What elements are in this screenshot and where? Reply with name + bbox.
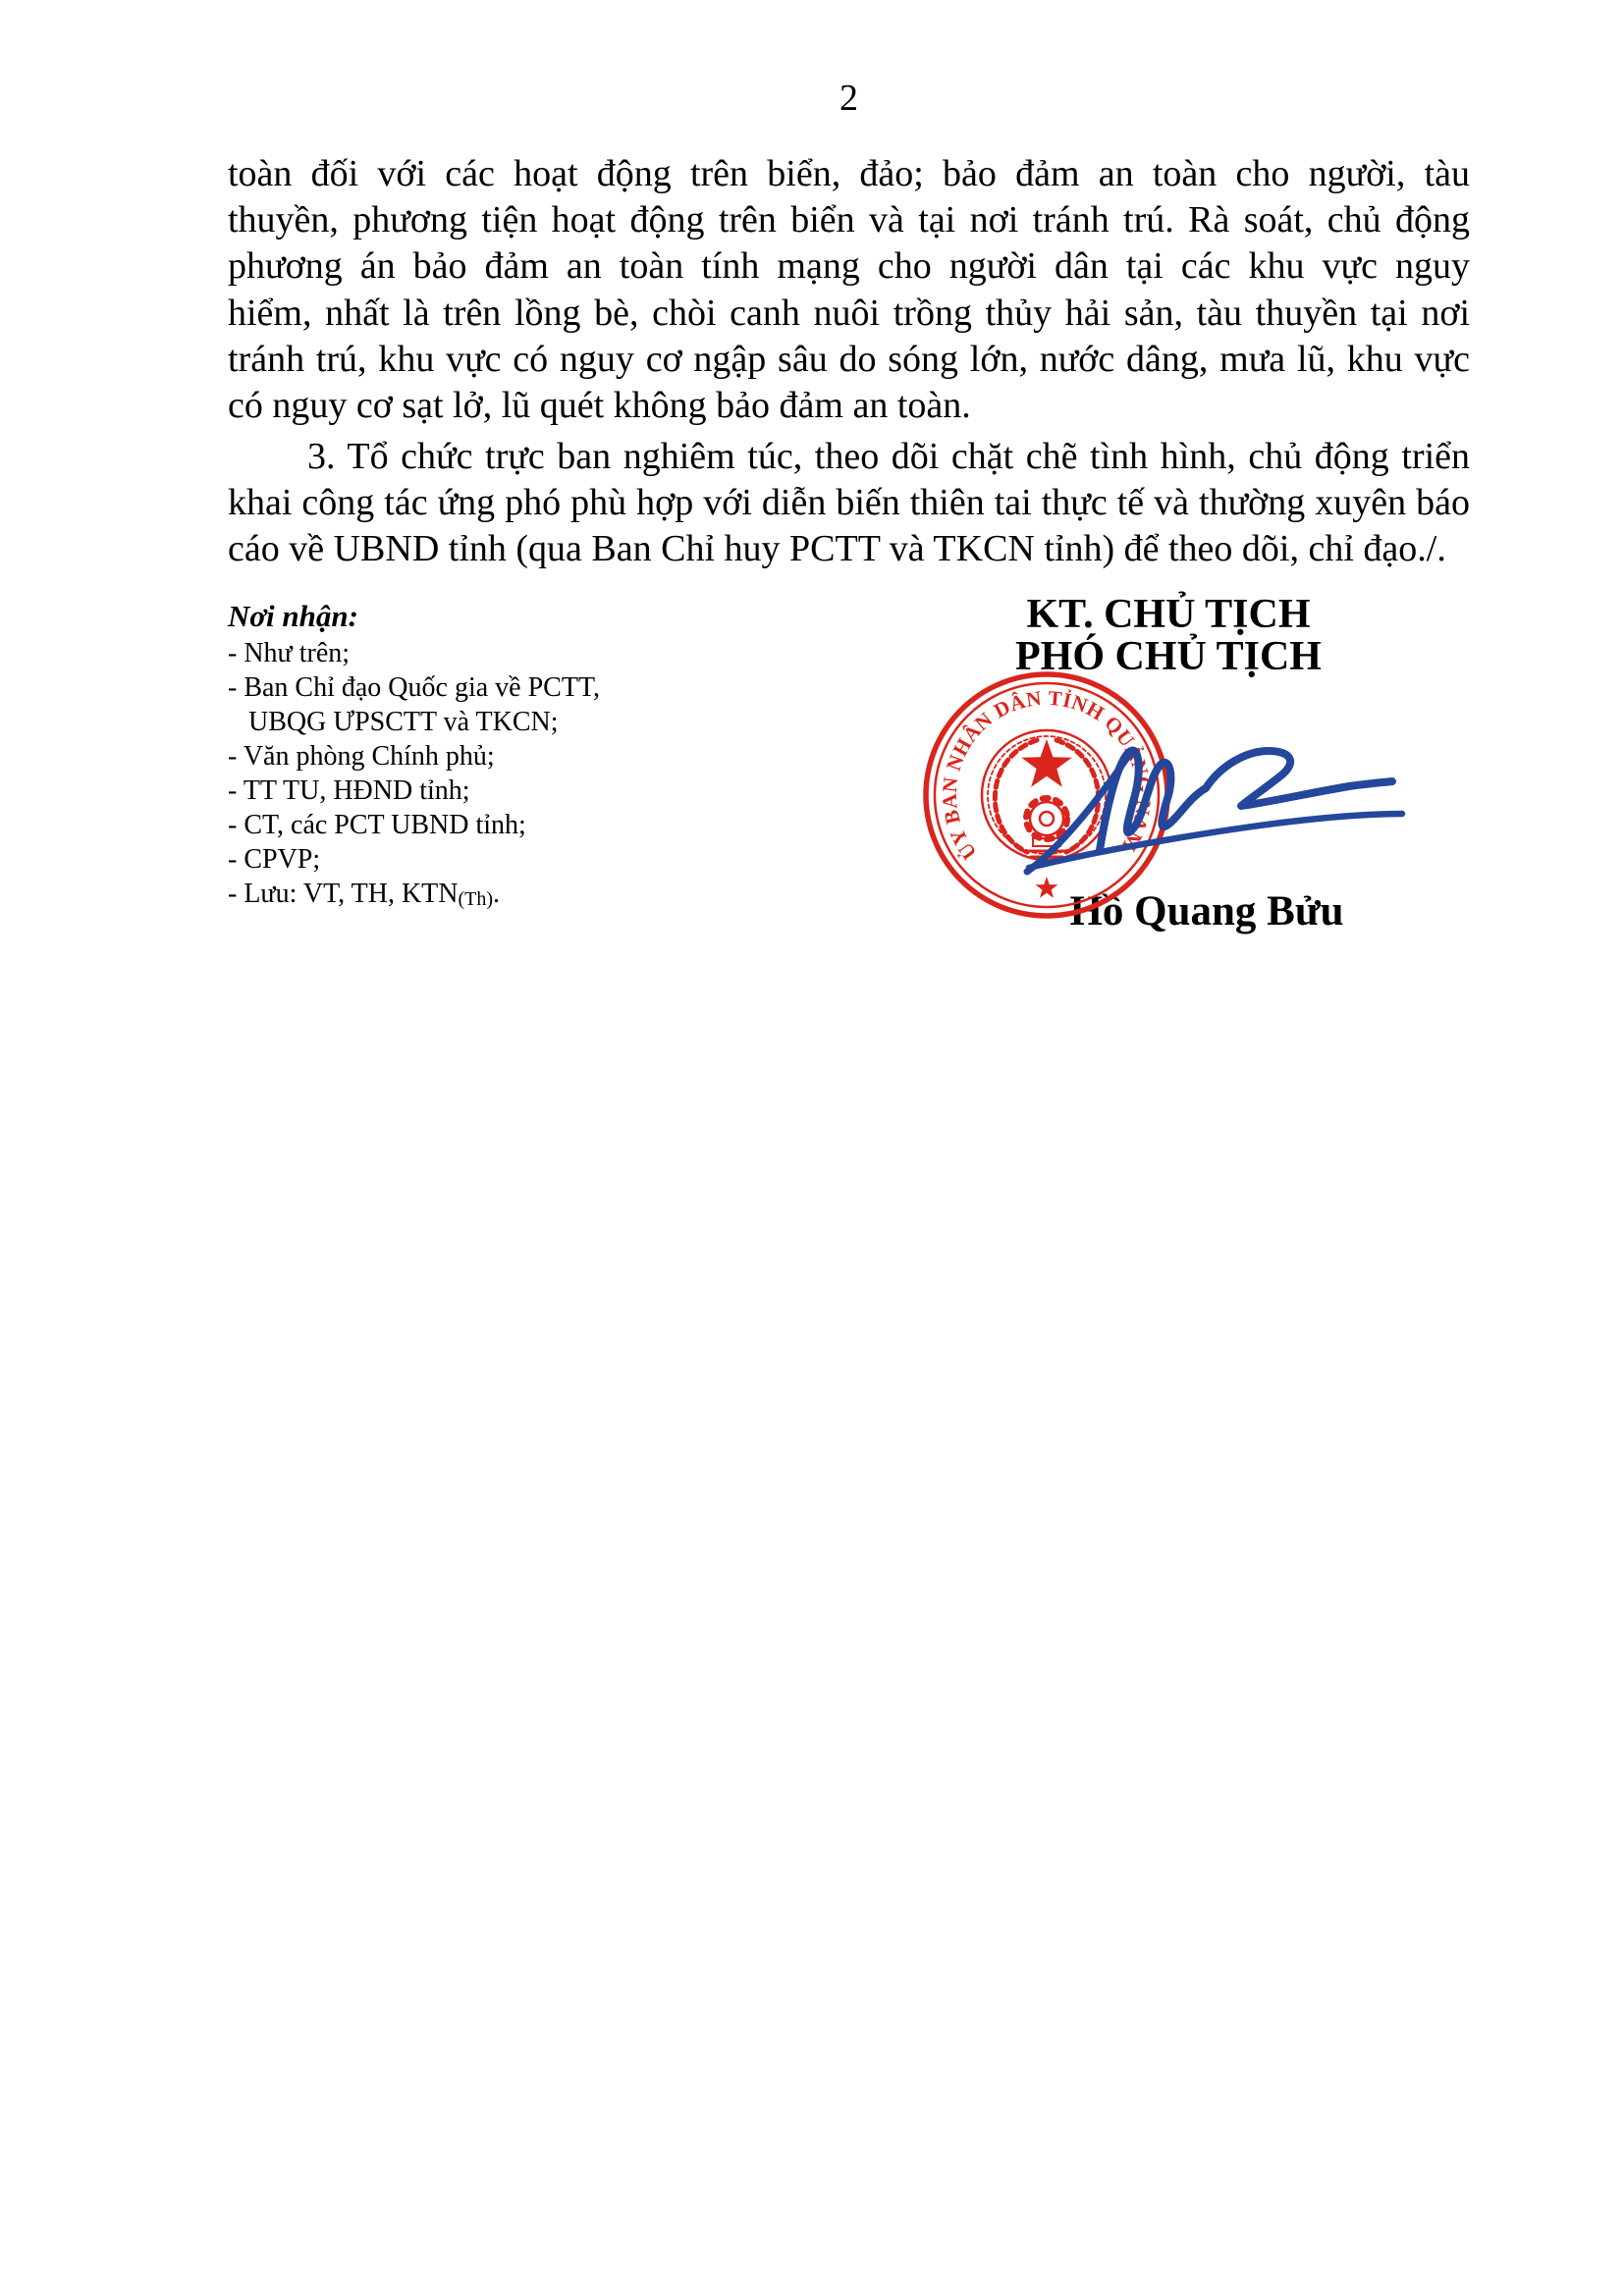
recipient-last-text: - Lưu: VT, TH, KTN bbox=[228, 879, 459, 909]
recipient-last-suffix: . bbox=[493, 879, 501, 909]
recipient-item: - Ban Chỉ đạo Quốc gia về PCTT, bbox=[228, 672, 600, 703]
recipient-item: - CT, các PCT UBND tỉnh; bbox=[228, 810, 526, 840]
recipient-item: - Như trên; bbox=[228, 638, 351, 668]
recipients-list bbox=[228, 636, 778, 877]
recipient-item: - Văn phòng Chính phủ; bbox=[228, 741, 495, 772]
signature-scribble-icon bbox=[982, 715, 1448, 891]
seal-text: ỦY BAN NHÂN DÂN TỈNH QUẢNG NAM bbox=[937, 685, 1157, 865]
recipient-item: - CPVP; bbox=[228, 844, 321, 875]
signature-title bbox=[972, 594, 1365, 678]
recipient-item-last bbox=[228, 877, 500, 914]
signature-stroke-underline bbox=[1029, 814, 1402, 868]
signature-title-line-1: KT. CHỦ TỊCH bbox=[1026, 592, 1311, 637]
text-line: thuyền, phương tiện hoạt động trên biển và tại nơi tránh trú. Rà soát, chủ động bbox=[228, 199, 1470, 241]
text-line: hiểm, nhất là trên lồng bè, chòi canh nuôi trồng thủy hải sản, tàu thuyền tại nơi bbox=[228, 292, 1470, 334]
text-line: phương án bảo đảm an toàn tính mạng cho người dân tại các khu vực nguy bbox=[228, 245, 1470, 288]
text-line: có nguy cơ sạt lở, lũ quét không bảo đảm an toàn. bbox=[228, 384, 971, 426]
text-line: cáo về UBND tỉnh (qua Ban Chỉ huy PCTT và TKCN tỉnh) để theo dõi, chỉ đạo./. bbox=[228, 528, 1446, 570]
recipient-last-small: (Th) bbox=[458, 888, 494, 910]
signature-title-line-2: PHÓ CHỦ TỊCH bbox=[1015, 634, 1322, 679]
text-line: 3. Tổ chức trực ban nghiêm túc, theo dõi chặt chẽ tình hình, chủ động triển bbox=[307, 436, 1470, 477]
signer-name: Hồ Quang Bửu bbox=[1069, 888, 1344, 934]
text-line: khai công tác ứng phó phù hợp với diễn biến thiên tai thực tế và thường xuyên báo bbox=[228, 482, 1470, 524]
recipients-title: Nơi nhận: bbox=[228, 599, 358, 633]
recipient-item: UBQG ƯPSCTT và TKCN; bbox=[228, 707, 559, 737]
signature-stroke-loop bbox=[1206, 751, 1392, 806]
recipient-item: - TT TU, HĐND tỉnh; bbox=[228, 775, 470, 806]
text-line: tránh trú, khu vực có nguy cơ ngập sâu do sóng lớn, nước dâng, mưa lũ, khu vực bbox=[228, 338, 1470, 380]
body-paragraph-1 bbox=[228, 151, 1470, 429]
body-paragraph-3 bbox=[228, 434, 1470, 573]
page-number: 2 bbox=[839, 78, 858, 119]
text-line: toàn đối với các hoạt động trên biển, đảo; bảo đảm an toàn cho người, tàu bbox=[228, 153, 1470, 194]
